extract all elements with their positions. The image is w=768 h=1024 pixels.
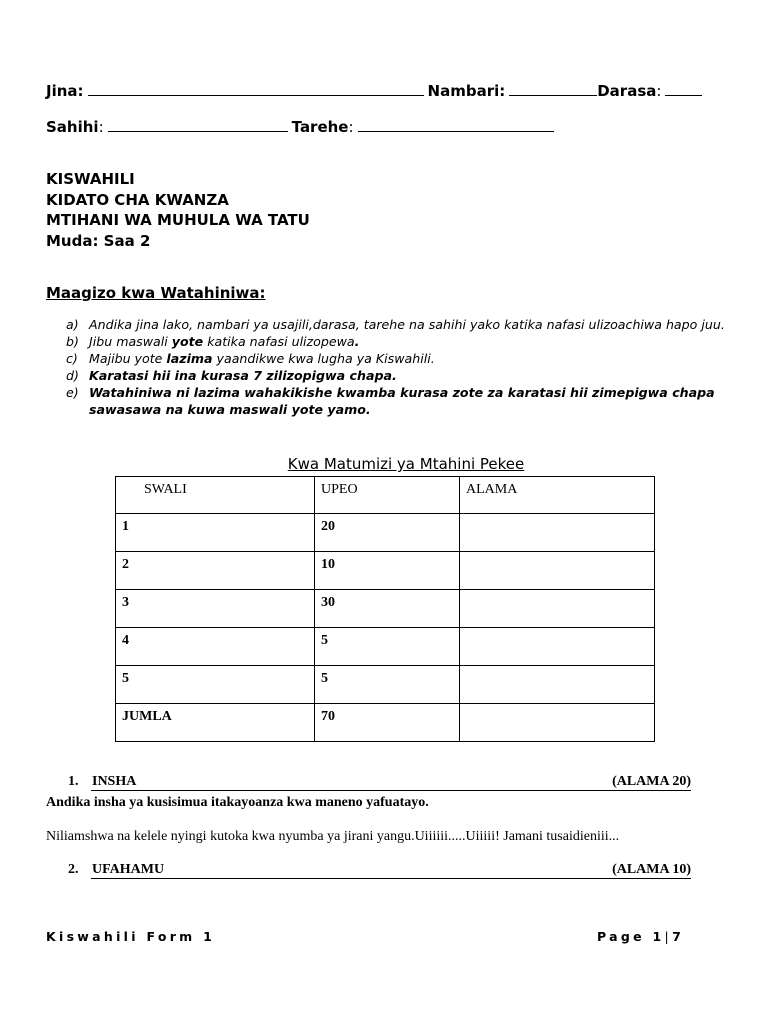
signature-field[interactable] — [108, 116, 288, 132]
instruction-text-part: yaandikwe kwa lugha ya Kiswahili. — [212, 351, 435, 366]
page-label: Page 1 — [597, 929, 665, 944]
page-total: 7 — [672, 929, 685, 944]
question-marks: (ALAMA 20) — [612, 774, 691, 789]
subject-title: KISWAHILI — [46, 170, 135, 188]
instruction-letter: b) — [66, 334, 79, 349]
table-header-row — [116, 477, 655, 514]
question-title: INSHA — [92, 774, 137, 789]
cell-swali: 2 — [116, 552, 315, 590]
exam-heading — [46, 169, 310, 251]
table-row — [116, 590, 655, 628]
insha-instruction: Andika insha ya kusisimua itakayoanza kwa maneno yafuatayo. — [46, 795, 429, 810]
question-number: 1. — [68, 774, 79, 789]
question-title-line — [91, 774, 691, 791]
date-colon: : — [348, 118, 354, 136]
instruction-letter: d) — [66, 368, 79, 383]
instruction-item — [66, 384, 726, 418]
instruction-text — [89, 333, 726, 350]
instruction-text: Watahiniwa ni lazima wahakikishe kwamba kurasa zote za karatasi hii zimepigwa chapa sawasawa na kuwa maswali yote yamo. — [89, 385, 715, 417]
instruction-text-part: Jibu maswali — [89, 334, 172, 349]
question-title: UFAHAMU — [92, 862, 165, 877]
cell-upeo: 5 — [315, 628, 460, 666]
instruction-emphasis: yote — [171, 334, 204, 349]
instruction-text: Karatasi hii ina kurasa 7 zilizopigwa chapa. — [89, 368, 397, 383]
instruction-letter: e) — [66, 385, 79, 400]
footer-page — [597, 929, 684, 944]
table-row — [116, 628, 655, 666]
header-row-1 — [46, 80, 706, 100]
cell-swali: JUMLA — [116, 704, 315, 742]
table-row — [116, 514, 655, 552]
instruction-emphasis: . — [354, 334, 360, 349]
instructions-list — [66, 316, 726, 418]
cell-upeo: 10 — [315, 552, 460, 590]
exam-title: MTIHANI WA MUHULA WA TATU — [46, 211, 310, 229]
name-field[interactable] — [88, 80, 424, 96]
question-number: 2. — [68, 862, 79, 877]
table-row — [116, 552, 655, 590]
instruction-emphasis: lazima — [166, 351, 213, 366]
footer-left: Kiswahili Form 1 — [46, 929, 216, 944]
instruction-text-part: Majibu yote — [89, 351, 167, 366]
marks-table-title: Kwa Matumizi ya Mtahini Pekee — [287, 455, 525, 473]
name-label: Jina: — [46, 82, 84, 100]
instruction-letter: a) — [66, 317, 79, 332]
signature-label: Sahihi — [46, 118, 99, 136]
cell-swali: 1 — [116, 514, 315, 552]
instruction-letter: c) — [66, 351, 78, 366]
marks-table — [115, 476, 655, 742]
instruction-text: Andika jina lako, nambari ya usajili,darasa, tarehe na sahihi yako katika nafasi ulizoachiwa hapo juu. — [89, 317, 725, 332]
cell-alama[interactable] — [460, 666, 655, 704]
cell-swali: 5 — [116, 666, 315, 704]
question-1-heading — [68, 774, 691, 791]
cell-upeo: 5 — [315, 666, 460, 704]
question-2-heading — [68, 862, 691, 879]
instruction-text-part: katika nafasi ulizopewa — [203, 334, 355, 349]
instruction-text — [89, 350, 726, 367]
instructions-title: Maagizo kwa Watahiniwa: — [46, 284, 266, 302]
page-separator: | — [664, 929, 673, 944]
table-row — [116, 704, 655, 742]
duration-text: Muda: Saa 2 — [46, 231, 151, 250]
question-marks: (ALAMA 10) — [612, 862, 691, 877]
class-label: Darasa — [597, 82, 657, 100]
instruction-item — [66, 350, 726, 367]
cell-alama[interactable] — [460, 704, 655, 742]
number-field[interactable] — [509, 80, 597, 96]
class-field[interactable] — [665, 80, 702, 96]
cell-alama[interactable] — [460, 590, 655, 628]
cell-upeo: 30 — [315, 590, 460, 628]
class-colon: : — [656, 82, 662, 100]
instruction-item — [66, 316, 726, 333]
cell-alama[interactable] — [460, 628, 655, 666]
form-title: KIDATO CHA KWANZA — [46, 190, 229, 209]
cell-alama[interactable] — [460, 514, 655, 552]
table-row — [116, 666, 655, 704]
cell-alama[interactable] — [460, 552, 655, 590]
header-alama: ALAMA — [460, 477, 655, 514]
date-label: Tarehe — [291, 118, 349, 136]
header-upeo: UPEO — [315, 477, 460, 514]
question-title-line — [91, 862, 691, 879]
header-swali: SWALI — [116, 477, 315, 514]
header-row-2 — [46, 116, 558, 136]
signature-colon: : — [98, 118, 104, 136]
instruction-item — [66, 333, 726, 350]
instruction-item — [66, 367, 726, 384]
cell-upeo: 20 — [315, 514, 460, 552]
date-field[interactable] — [358, 116, 554, 132]
cell-swali: 4 — [116, 628, 315, 666]
insha-opening: Niliamshwa na kelele nyingi kutoka kwa nyumba ya jirani yangu.Uiiiiii.....Uiiiii! Jamani tusaidieniii... — [46, 829, 620, 844]
cell-upeo: 70 — [315, 704, 460, 742]
number-label: Nambari: — [427, 82, 506, 100]
cell-swali: 3 — [116, 590, 315, 628]
